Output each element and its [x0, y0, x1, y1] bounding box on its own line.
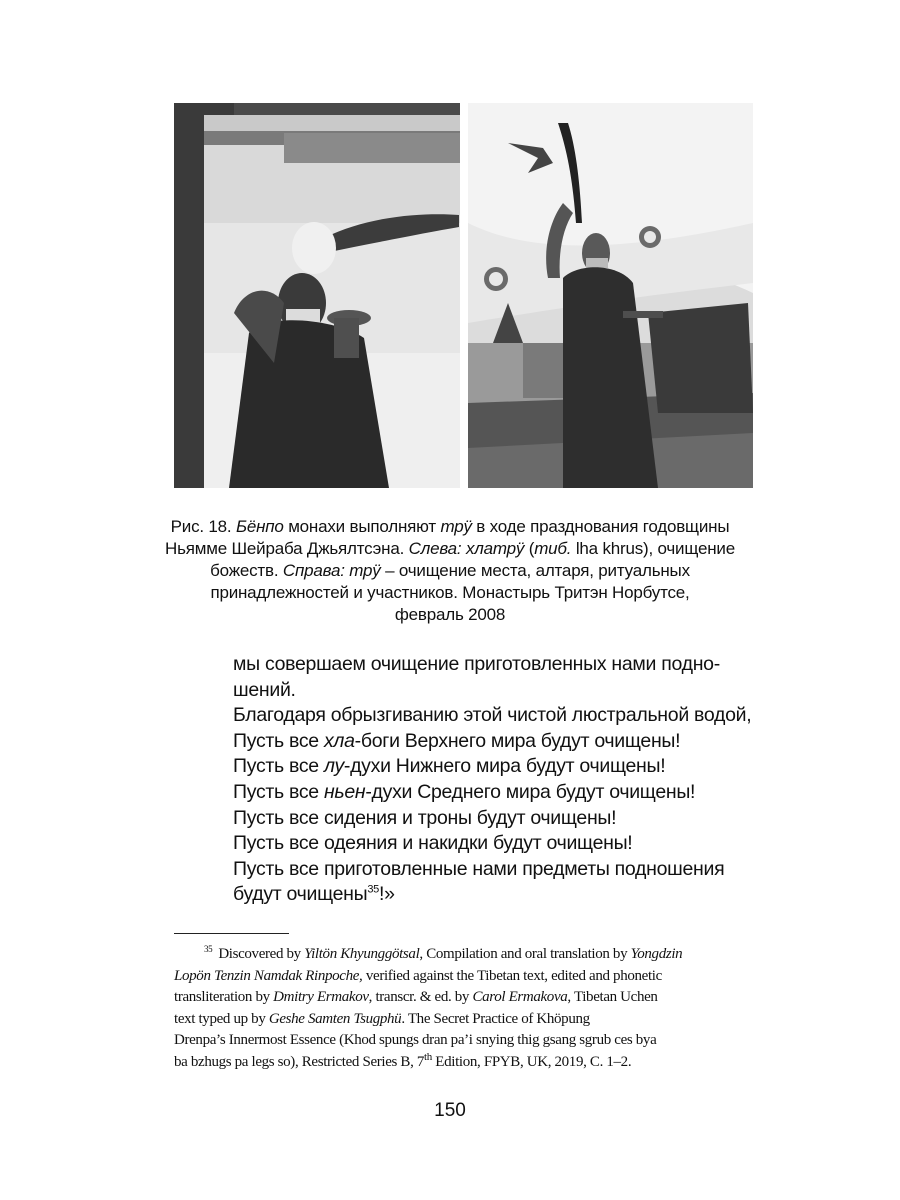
verse-line: [233, 729, 763, 755]
italic-text: Справа: трӱ: [282, 561, 381, 580]
text-run: (: [524, 539, 535, 558]
superscript: th: [424, 1050, 432, 1063]
text-run: lha khrus), очищение: [571, 539, 735, 558]
italic-text: Yiltön Khyunggötsal: [304, 946, 420, 962]
text-run: Drenpa’s Innermost Essence (Khod spungs dran pa’i snying thig gsang sgrub ces bya: [174, 1032, 657, 1049]
caption-line: [150, 538, 750, 560]
italic-text: лу: [323, 755, 344, 778]
text-run: шений.: [233, 678, 296, 701]
text-run: Пусть все одеяния и накидки будут очищены!: [233, 832, 633, 855]
text-run: Discovered by: [218, 946, 305, 962]
page-number: 150: [434, 1100, 466, 1121]
italic-text: Dmitry Ermakov: [273, 989, 369, 1006]
text-run: Пусть все: [233, 755, 324, 778]
figure-caption: [150, 516, 750, 626]
verse-line: [233, 703, 763, 729]
text-run: . The Secret Practice of Khöpung: [401, 1010, 590, 1027]
text-run: -боги Верхнего мира будут очищены!: [354, 729, 681, 752]
monk-purification-photo-left-icon: [174, 103, 460, 488]
italic-text: хла: [323, 729, 355, 752]
text-run: ba bzhugs pa legs so), Restricted Series B, 7: [174, 1053, 425, 1070]
text-run: – очищение места, алтаря, ритуальных: [380, 561, 690, 580]
text-run: в ходе празднования годовщины: [471, 517, 730, 536]
verse-line: [233, 652, 763, 678]
verse-line: [233, 780, 763, 806]
figure-photo-left: [174, 103, 460, 488]
text-run: Пусть все: [233, 780, 324, 803]
italic-text: Lopön Tenzin Namdak Rinpoche,: [174, 967, 363, 984]
text-run: февраль 2008: [394, 605, 506, 624]
verse-line: [233, 857, 763, 883]
text-run: , Tibetan Uchen: [567, 989, 658, 1006]
figure-photo-right: [468, 103, 753, 488]
superscript: 35: [367, 883, 379, 896]
italic-text: Бёнпо: [235, 517, 284, 536]
text-run: -духи Среднего мира будут очищены!: [365, 780, 696, 803]
verse-text: [233, 652, 763, 908]
footnote: [174, 944, 754, 1074]
text-run: божеств.: [210, 561, 283, 580]
text-run: , Compilation and oral translation by: [419, 946, 631, 962]
footnote-line: [174, 1009, 754, 1031]
footnote-marker: 35: [204, 944, 213, 954]
text-run: монахи выполняют: [283, 517, 441, 536]
italic-text: Yongdzin: [630, 946, 683, 962]
text-run: принадлежностей и участников. Монастырь Тритэн Норбутсе,: [210, 583, 690, 602]
text-run: Пусть все сидения и троны будут очищены!: [233, 806, 617, 829]
verse-line: [233, 806, 763, 832]
text-run: Благодаря обрызгиванию этой чистой люстральной водой,: [233, 704, 752, 727]
footnote-line: [174, 944, 754, 966]
italic-text: Слева: хлатрӱ: [408, 539, 525, 558]
verse-line: [233, 882, 763, 908]
italic-text: Carol Ermakova: [472, 989, 568, 1006]
text-run: будут очищены: [233, 883, 368, 906]
italic-text: трӱ: [440, 517, 472, 536]
footnote-line: [174, 1030, 754, 1052]
caption-line: [150, 582, 750, 604]
text-run: , transcr. & ed. by: [368, 989, 473, 1006]
text-run: Пусть все приготовленные нами предметы подношения: [233, 857, 725, 880]
footnote-line: [174, 1052, 754, 1074]
text-run: -духи Нижнего мира будут очищены!: [343, 755, 666, 778]
footnote-rule: [174, 933, 289, 934]
verse-line: [233, 678, 763, 704]
text-run: transliteration by: [174, 989, 274, 1006]
caption-line: [150, 516, 750, 538]
footnote-line: [174, 987, 754, 1009]
caption-line: [150, 560, 750, 582]
italic-text: Geshe Samten Tsugphü: [268, 1010, 402, 1027]
verse-line: [233, 831, 763, 857]
text-run: Ньямме Шейраба Джьялтсэна.: [165, 539, 409, 558]
caption-line: [150, 604, 750, 626]
text-run: Рис. 18.: [170, 517, 236, 536]
text-run: Edition, FPYB, UK, 2019, C. 1–2.: [431, 1053, 632, 1070]
italic-text: тиб.: [534, 539, 572, 558]
text-run: мы совершаем очищение приготовленных нами подно-: [233, 653, 720, 675]
italic-text: ньен: [323, 780, 366, 803]
verse-line: [233, 754, 763, 780]
text-run: text typed up by: [174, 1010, 269, 1027]
text-run: verified against the Tibetan text, edited and phonetic: [362, 967, 662, 984]
text-run: !»: [378, 883, 395, 906]
text-run: Пусть все: [233, 729, 324, 752]
monk-purification-photo-right-icon: [468, 103, 753, 488]
footnote-line: [174, 966, 754, 988]
